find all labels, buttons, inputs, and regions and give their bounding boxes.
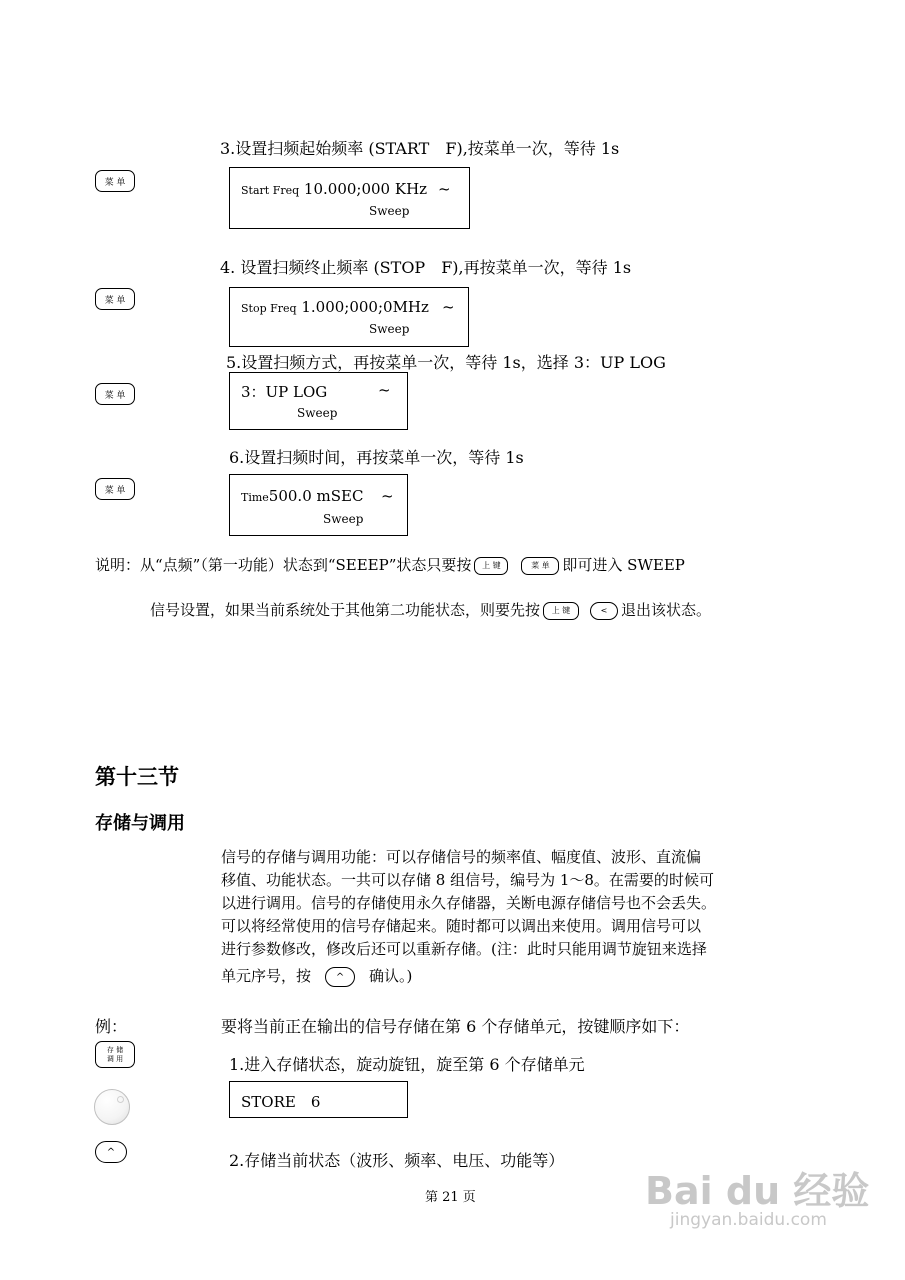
note-text: 即可进入 SWEEP — [562, 556, 685, 574]
watermark-logo: Bai du 经验 — [645, 1169, 870, 1213]
lcd-value: 1.000;000;0MHz — [301, 298, 429, 316]
lcd-stop-freq — [229, 287, 469, 347]
knob-dimple-icon — [117, 1096, 124, 1103]
note-text: 退出该状态。 — [621, 601, 712, 619]
lcd-tilde: ~ — [438, 180, 451, 198]
menu-key-icon: 菜 单 — [521, 557, 559, 575]
up-arrow-key-icon: ^ — [95, 1141, 127, 1163]
note-text: 说明：从“点频”（第一功能）状态到“SEEEP”状态只要按 — [95, 556, 472, 574]
body-line: 进行参数修改，修改后还可以重新存储。(注：此时只能用调节旋钮来选择 — [221, 940, 707, 958]
body-line: 可以将经常使用的信号存储起来。随时都可以调出来使用。调用信号可以 — [221, 917, 702, 935]
watermark-url: jingyan.baidu.com — [670, 1210, 827, 1230]
menu-key-icon: 菜 单 — [95, 288, 135, 310]
menu-key-icon: 菜 单 — [95, 170, 135, 192]
lcd-line2: Sweep — [297, 406, 338, 420]
step-3-text: 3.设置扫频起始频率 (START F),按菜单一次，等待 1s — [220, 139, 620, 158]
example-intro: 要将当前正在输出的信号存储在第 6 个存储单元，按键顺序如下： — [221, 1017, 690, 1036]
body-line: 移值、功能状态。一共可以存储 8 组信号，编号为 1～8。在需要的时候可 — [221, 871, 714, 889]
lcd-sweep-time — [229, 474, 408, 536]
note-text: 信号设置，如果当前系统处于其他第二功能状态，则要先按 — [150, 601, 541, 619]
note-line-2 — [150, 598, 711, 622]
lcd-label: Time — [241, 491, 269, 504]
shift-key-icon: 上 键 — [543, 602, 579, 620]
lcd-line2: Sweep — [369, 322, 410, 336]
step-6-text: 6.设置扫频时间，再按菜单一次，等待 1s — [229, 448, 524, 467]
lcd-value: 10.000;000 KHz — [303, 180, 428, 198]
recall-key-label: 调 用 — [106, 1054, 124, 1063]
store-recall-key-icon — [95, 1041, 135, 1068]
section-subtitle: 存储与调用 — [95, 813, 185, 834]
body-paragraph — [221, 846, 716, 988]
menu-key-icon: 菜 单 — [95, 383, 135, 405]
rotary-knob-icon — [94, 1089, 130, 1125]
step-4-text: 4. 设置扫频终止频率 (STOP F),再按菜单一次，等待 1s — [220, 258, 632, 277]
example-label: 例： — [95, 1017, 128, 1036]
lcd-line2: Sweep — [323, 512, 364, 526]
example-step-1: 1.进入存储状态，旋动旋钮，旋至第 6 个存储单元 — [229, 1055, 585, 1074]
note-line-1 — [95, 553, 685, 577]
up-arrow-key-icon: ^ — [325, 967, 355, 987]
lcd-line2: Sweep — [369, 204, 410, 218]
step-5-text: 5.设置扫频方式，再按菜单一次，等待 1s，选择 3：UP LOG — [226, 353, 666, 372]
body-line: 以进行调用。信号的存储使用永久存储器，关断电源存储信号也不会丢失。 — [221, 894, 717, 912]
lcd-label: Stop Freq — [241, 302, 297, 315]
left-arrow-key-icon: < — [590, 602, 618, 620]
body-line: 单元序号，按 — [221, 967, 312, 985]
shift-key-icon: 上 键 — [474, 557, 508, 575]
lcd-label: Start Freq — [241, 184, 300, 197]
lcd-value: 3：UP LOG — [241, 383, 328, 401]
store-key-label: 存 储 — [106, 1045, 124, 1054]
body-line: 确认。) — [369, 967, 413, 985]
body-line: 信号的存储与调用功能：可以存储信号的频率值、幅度值、波形、直流偏 — [221, 848, 702, 866]
lcd-sweep-mode — [229, 372, 408, 430]
lcd-tilde: ~ — [381, 487, 394, 505]
page-number: 第 21 页 — [425, 1190, 476, 1205]
lcd-value: STORE 6 — [241, 1093, 321, 1111]
lcd-value: 500.0 mSEC — [268, 487, 364, 505]
example-step-2: 2.存储当前状态（波形、频率、电压、功能等） — [229, 1151, 565, 1170]
lcd-tilde: ~ — [378, 381, 391, 399]
lcd-start-freq — [229, 167, 470, 229]
lcd-tilde: ~ — [442, 298, 455, 316]
section-title: 第十三节 — [95, 765, 179, 789]
menu-key-icon: 菜 单 — [95, 478, 135, 500]
lcd-store — [229, 1081, 408, 1118]
